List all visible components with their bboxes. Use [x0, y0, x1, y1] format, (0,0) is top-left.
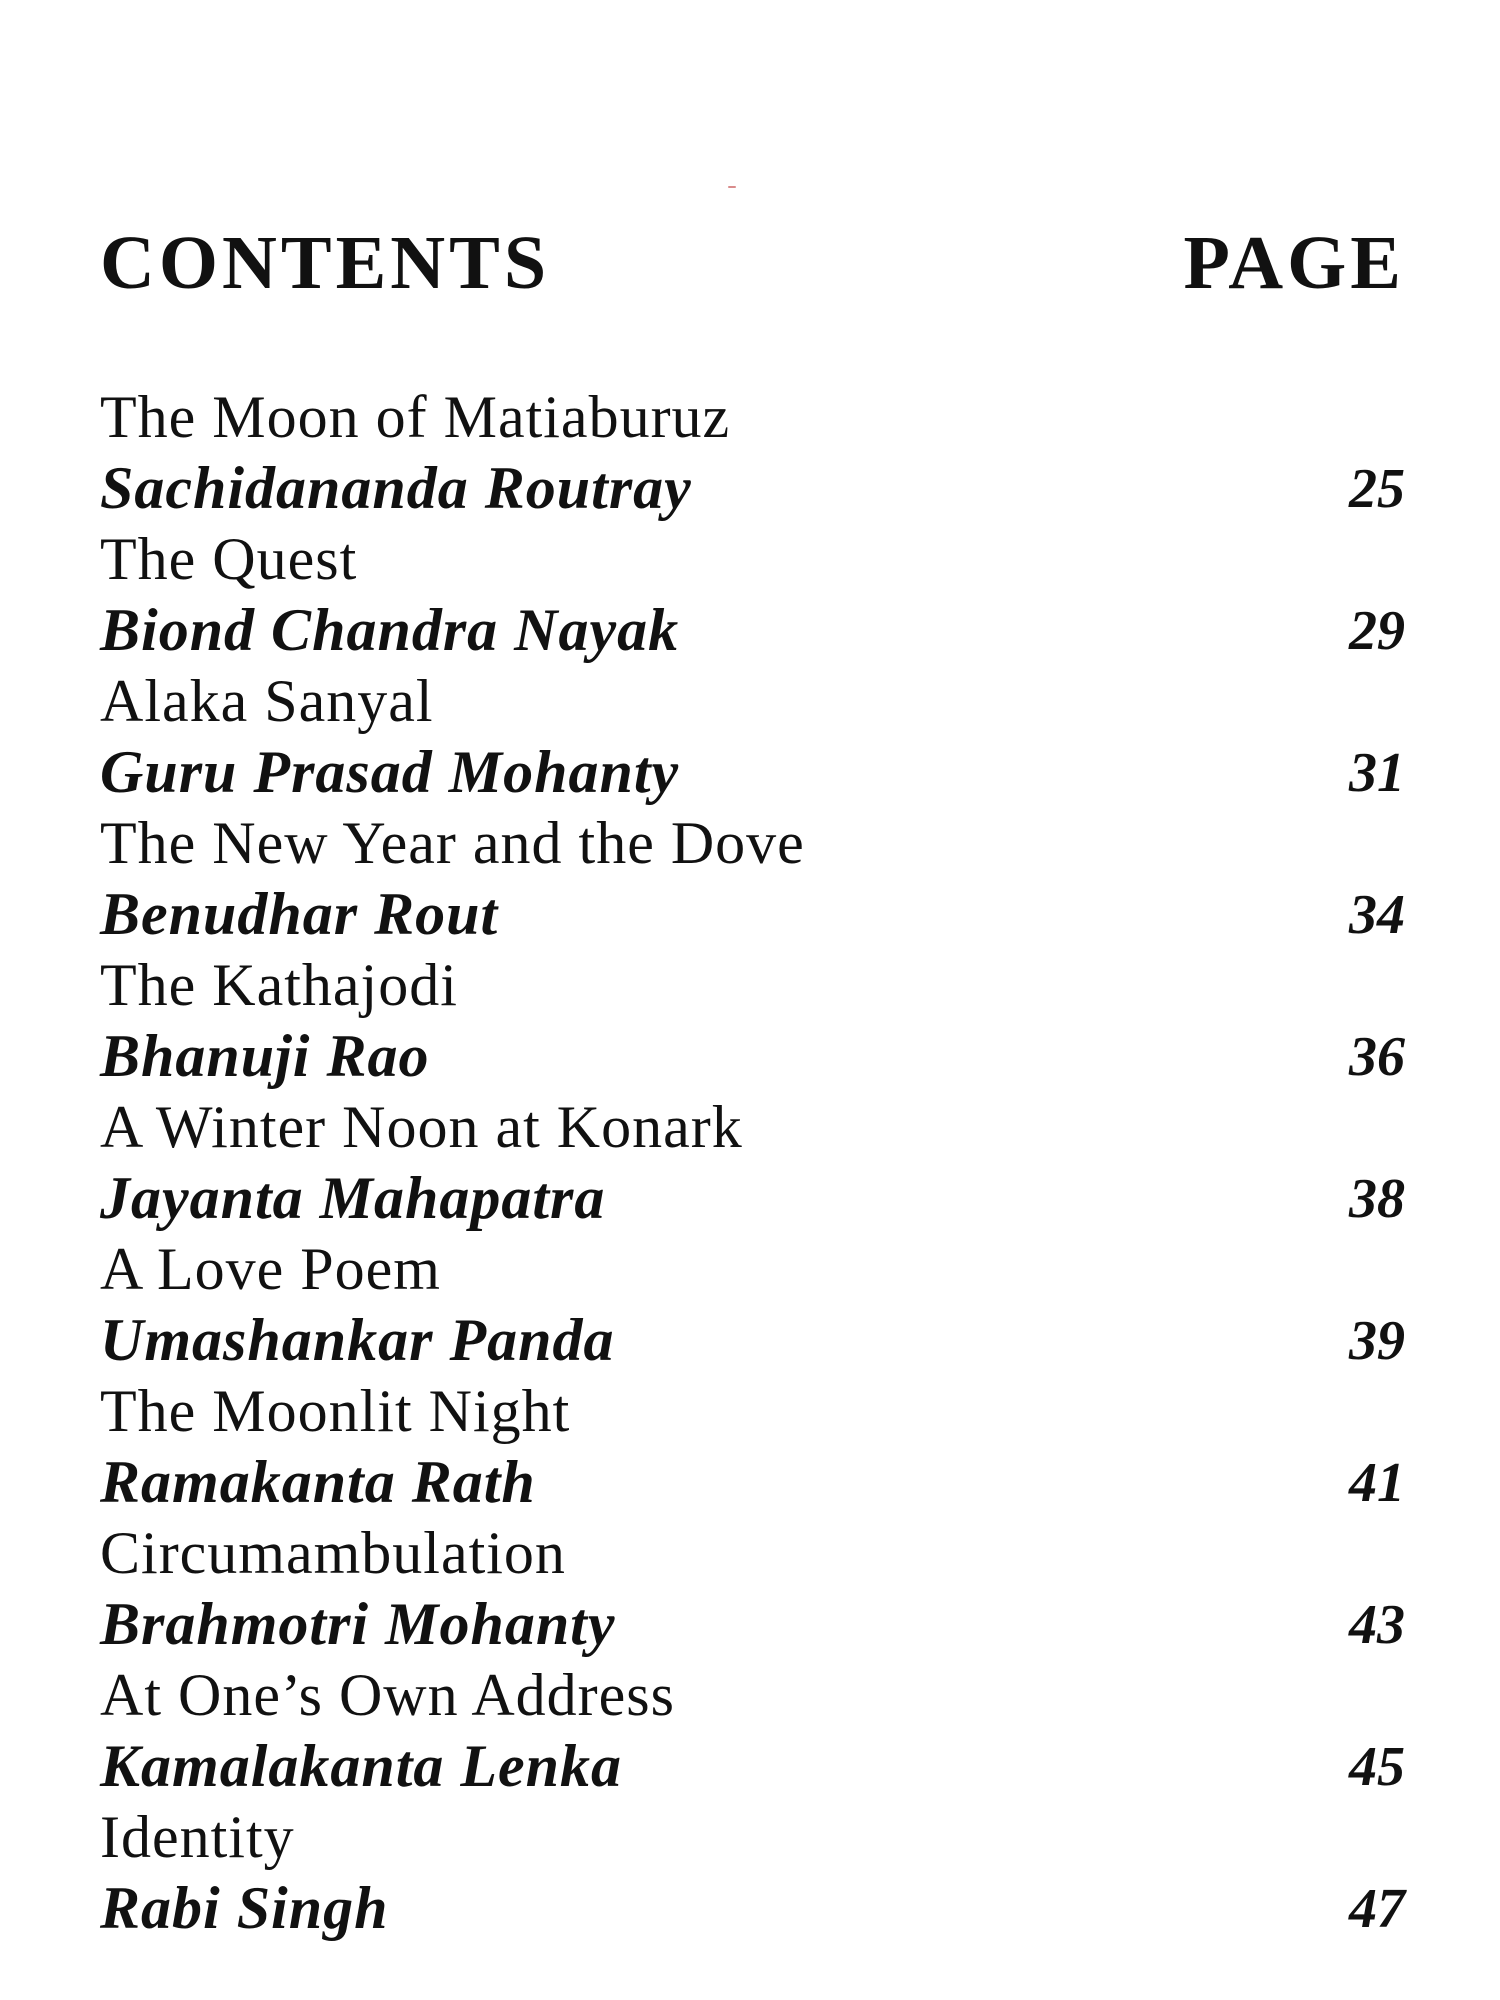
- toc-entry[interactable]: [100, 950, 1405, 1092]
- ink-speck: [728, 186, 736, 188]
- toc-title: A Love Poem: [100, 1236, 441, 1302]
- toc-page-number: 45: [1349, 1735, 1405, 1798]
- toc-page-number: 39: [1349, 1309, 1405, 1372]
- toc-author: Biond Chandra Nayak: [100, 597, 680, 663]
- contents-header: [100, 221, 1405, 315]
- toc-entry[interactable]: [100, 1660, 1405, 1802]
- toc-page-number: 36: [1349, 1025, 1405, 1088]
- toc-author: Jayanta Mahapatra: [100, 1165, 606, 1231]
- toc-author: Sachidananda Routray: [100, 455, 692, 521]
- contents-heading: CONTENTS: [100, 221, 551, 305]
- table-of-contents: [100, 382, 1405, 1944]
- toc-entry[interactable]: [100, 1092, 1405, 1234]
- toc-page-number: 34: [1349, 883, 1405, 946]
- toc-title: The Kathajodi: [100, 952, 458, 1018]
- toc-author: Benudhar Rout: [100, 881, 499, 947]
- toc-author: Rabi Singh: [100, 1875, 389, 1941]
- page-heading: PAGE: [1183, 221, 1405, 305]
- toc-author: Bhanuji Rao: [100, 1023, 430, 1089]
- toc-title: The Quest: [100, 526, 358, 592]
- toc-entry[interactable]: [100, 1376, 1405, 1518]
- toc-page-number: 25: [1349, 457, 1405, 520]
- toc-entry[interactable]: [100, 1802, 1405, 1944]
- toc-entry[interactable]: [100, 524, 1405, 666]
- toc-page-number: 43: [1349, 1593, 1405, 1656]
- toc-title: Alaka Sanyal: [100, 668, 434, 734]
- toc-title: The Moonlit Night: [100, 1378, 571, 1444]
- toc-author: Brahmotri Mohanty: [100, 1591, 616, 1657]
- toc-entry[interactable]: [100, 1234, 1405, 1376]
- toc-title: Identity: [100, 1804, 295, 1870]
- toc-entry[interactable]: [100, 382, 1405, 524]
- toc-entry[interactable]: [100, 808, 1405, 950]
- toc-title: Circumambulation: [100, 1520, 566, 1586]
- toc-entry[interactable]: [100, 666, 1405, 808]
- toc-entry[interactable]: [100, 1518, 1405, 1660]
- toc-title: A Winter Noon at Konark: [100, 1094, 743, 1160]
- toc-title: At One’s Own Address: [100, 1662, 675, 1728]
- toc-author: Guru Prasad Mohanty: [100, 739, 680, 805]
- toc-page-number: 38: [1349, 1167, 1405, 1230]
- toc-page-number: 41: [1349, 1451, 1405, 1514]
- toc-page-number: 29: [1349, 599, 1405, 662]
- toc-page-number: 47: [1349, 1877, 1405, 1940]
- toc-author: Umashankar Panda: [100, 1307, 615, 1373]
- toc-author: Kamalakanta Lenka: [100, 1733, 623, 1799]
- toc-title: The Moon of Matiaburuz: [100, 384, 731, 450]
- toc-title: The New Year and the Dove: [100, 810, 805, 876]
- toc-author: Ramakanta Rath: [100, 1449, 536, 1515]
- toc-page-number: 31: [1349, 741, 1405, 804]
